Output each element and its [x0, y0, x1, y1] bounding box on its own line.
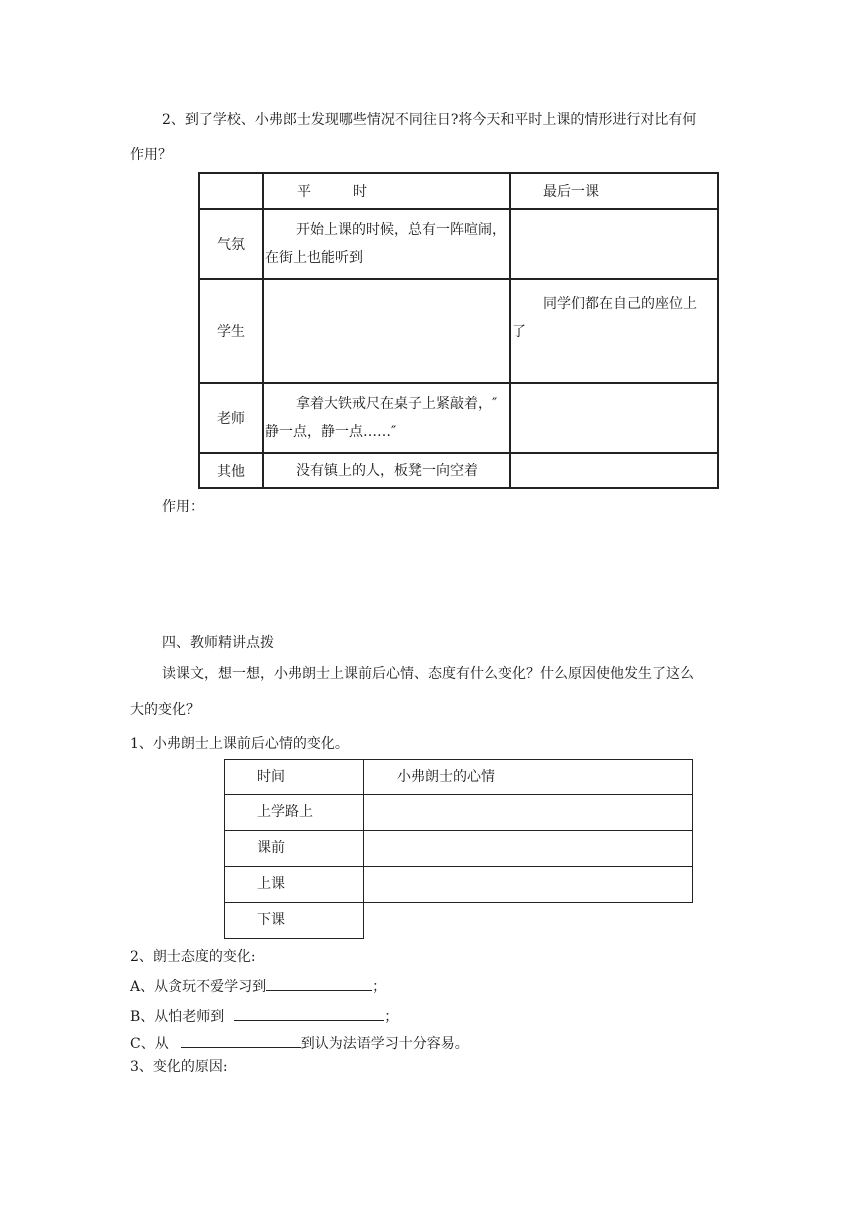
- row-time-way-to-school: 上学路上: [225, 794, 364, 830]
- attitude-b-blank[interactable]: [234, 1004, 384, 1021]
- students-last-text-cont: 了: [512, 324, 526, 340]
- other-normal-text: 没有镇上的人，板凳一向空着: [296, 462, 478, 479]
- question-2-line-2: 作用？: [130, 147, 172, 163]
- section-4-prompt-line-2: 大的变化？: [130, 702, 200, 718]
- effect-label: 作用：: [162, 499, 204, 515]
- attitude-c-suffix: 到认为法语学习十分容易。: [300, 1036, 469, 1052]
- row-label-teacher: 老师: [199, 383, 263, 453]
- section-4-title: 四、教师精讲点拨: [162, 635, 274, 651]
- table-row: [199, 453, 718, 488]
- row-time-before-class: 课前: [225, 831, 364, 866]
- item-2-heading: 2、朗士态度的变化:: [130, 949, 256, 965]
- other-normal-cell: [263, 453, 510, 488]
- attitude-b-suffix: ；: [384, 1009, 399, 1025]
- teacher-normal-text: 拿着大铁戒尺在桌子上紧敲着，″: [296, 396, 498, 412]
- row-label-students: 学生: [199, 279, 263, 383]
- header-time: 时间: [225, 760, 364, 794]
- table-row: [224, 867, 693, 903]
- section-4-prompt-line-1: 读课文，想一想，小弗朗士上课前后心情、态度有什么变化？什么原因使他发生了这么: [162, 666, 694, 682]
- attitude-b-prefix: B、从怕老师到: [130, 1009, 225, 1025]
- atmosphere-last-cell: [510, 209, 718, 279]
- teacher-normal-cell: [263, 383, 510, 453]
- attitude-c-blank[interactable]: [181, 1031, 301, 1048]
- header-normal-times: 平 时: [263, 173, 510, 209]
- other-last-cell: [510, 453, 718, 488]
- comparison-table: [198, 172, 719, 489]
- atmosphere-normal-cell: [263, 209, 510, 279]
- students-last-cell: [510, 279, 718, 383]
- attitude-c-prefix: C、从: [130, 1036, 169, 1052]
- header-mood: 小弗朗士的心情: [397, 769, 495, 785]
- row-time-in-class: 上课: [225, 867, 364, 902]
- attitude-a-suffix: ；: [372, 979, 387, 995]
- row-time-after-class: 下课: [257, 912, 285, 928]
- row-label-other: 其他: [199, 453, 263, 488]
- table-row: [224, 902, 364, 939]
- row-label-atmosphere: 气氛: [199, 209, 263, 279]
- teacher-last-cell: [510, 383, 718, 453]
- students-normal-cell: [263, 279, 510, 383]
- teacher-normal-text-cont: 静一点，静一点……″: [265, 424, 397, 440]
- table-header-row: [199, 173, 718, 209]
- item-3-heading: 3、变化的原因:: [130, 1059, 228, 1075]
- attitude-a-blank[interactable]: [266, 974, 372, 991]
- item-1-heading: 1、小弗朗士上课前后心情的变化。: [130, 736, 349, 752]
- mood-header-row: [224, 759, 693, 795]
- attitude-a-prefix: A、从贪玩不爱学习到: [130, 979, 267, 995]
- question-2-line-1: 2、到了学校、小弗郎士发现哪些情况不同往日?将今天和平时上课的情形进行对比有何: [162, 112, 697, 128]
- attitude-b: [130, 1003, 398, 1031]
- table-row: [199, 383, 718, 453]
- table-row: [199, 279, 718, 383]
- atmosphere-normal-text-cont: 在街上也能听到: [265, 250, 363, 266]
- atmosphere-normal-text: 开始上课的时候，总有一阵喧闹，: [296, 222, 506, 238]
- students-last-text: 同学们都在自己的座位上: [543, 296, 697, 312]
- attitude-a: [130, 973, 386, 1001]
- table-row: [199, 209, 718, 279]
- table-row: [224, 831, 693, 867]
- header-last-lesson: 最后一课: [510, 173, 718, 209]
- table-row: [224, 794, 693, 831]
- header-empty-cell: [199, 173, 263, 209]
